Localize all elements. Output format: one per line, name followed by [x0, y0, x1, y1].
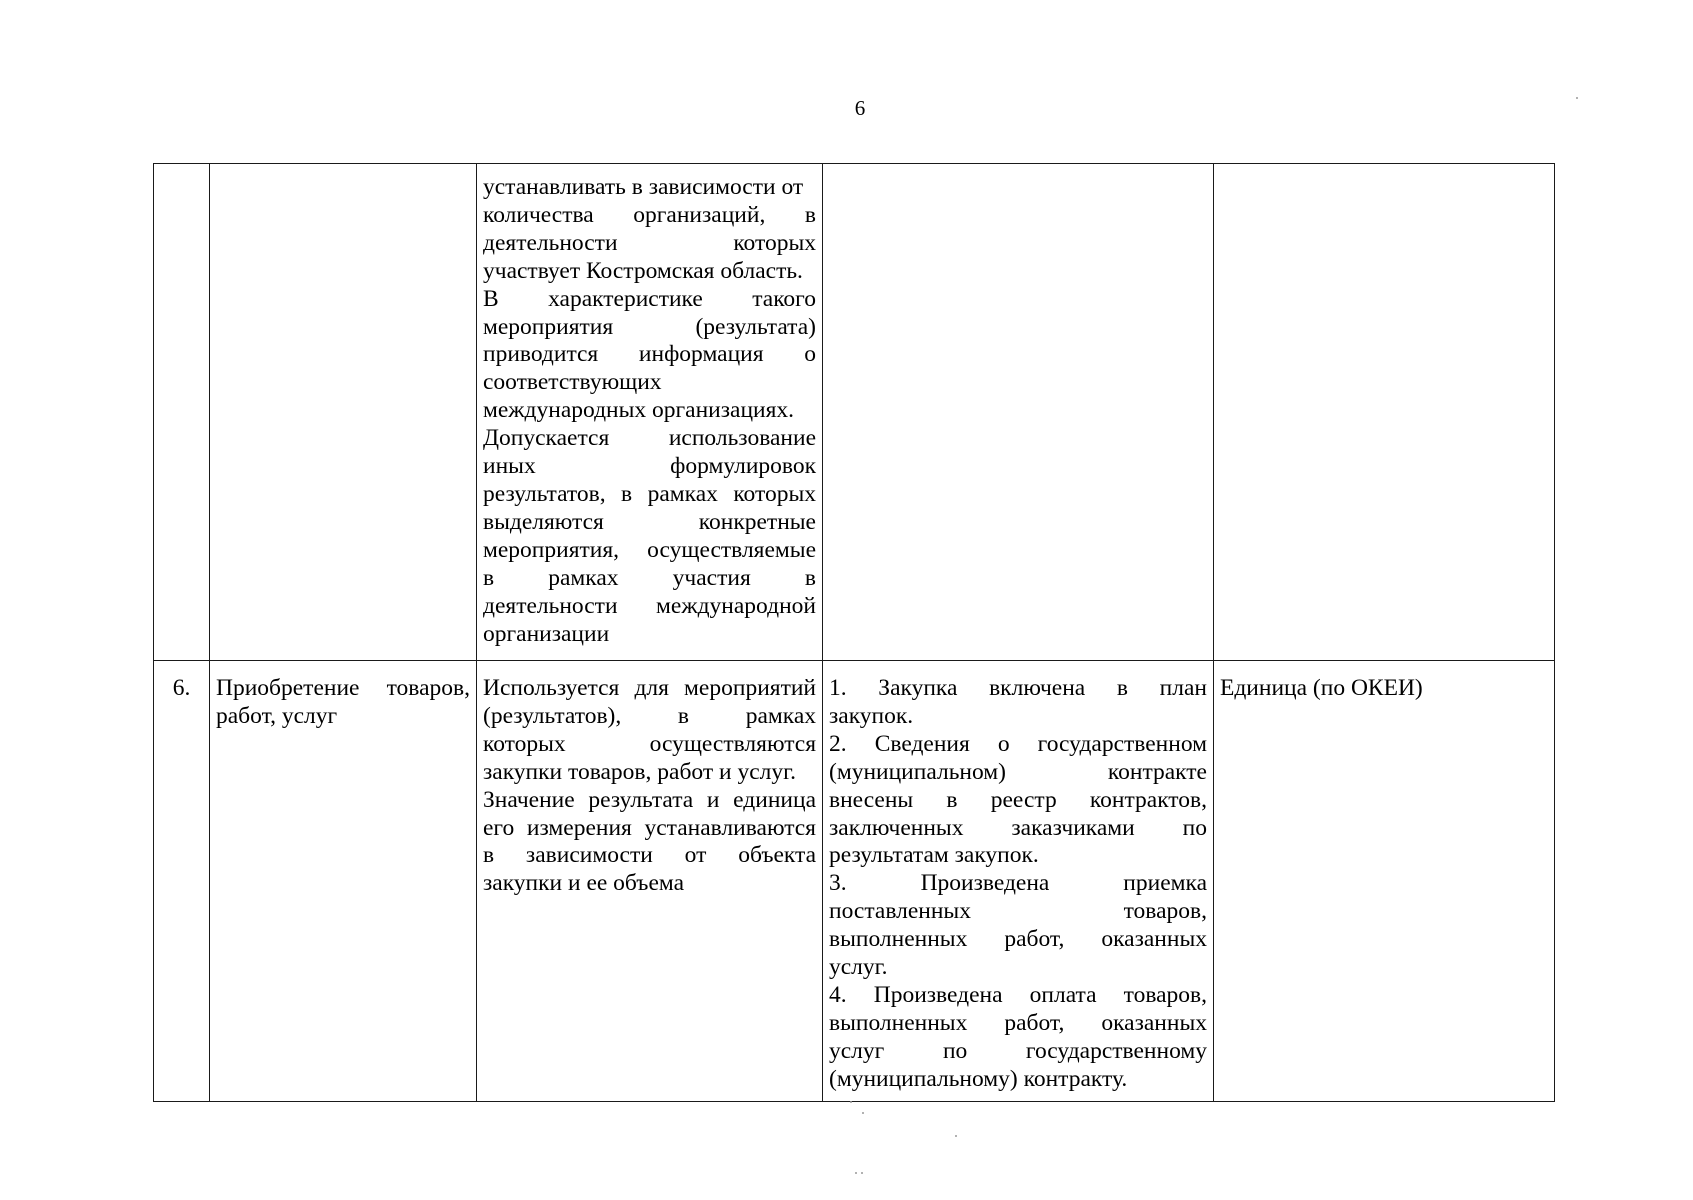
- table-row: [154, 661, 1555, 1102]
- criteria-line: 4. Произведена оплата товаров,: [829, 981, 1207, 1008]
- description-line: деятельности которых: [483, 229, 816, 256]
- result-type-cell: [210, 661, 477, 1102]
- criteria-cell: [823, 661, 1214, 1102]
- criteria-line: выполненных работ, оказанных: [829, 926, 1207, 953]
- scan-speck: [850, 1101, 852, 1103]
- criteria-line: услуг по государственному: [829, 1037, 1207, 1064]
- row-number-cell: [154, 164, 210, 661]
- criteria-line: услуг.: [829, 954, 888, 981]
- criteria-line: поставленных товаров,: [829, 898, 1207, 925]
- description-line: участвует Костромская область.: [483, 257, 803, 284]
- results-table: [153, 163, 1555, 1102]
- description-line: Используется для мероприятий: [483, 675, 816, 701]
- criteria-line: закупок.: [829, 702, 914, 729]
- criteria-line: 1. Закупка включена в план: [829, 675, 1207, 701]
- criteria-line: внесены в реестр контрактов,: [829, 786, 1207, 813]
- description-line: его измерения устанавливаются: [483, 814, 816, 841]
- criteria-line: (муниципальном) контракте: [829, 758, 1207, 785]
- criteria-line: выполненных работ, оказанных: [829, 1009, 1207, 1036]
- description-line: международных организациях.: [483, 397, 795, 424]
- description-line: приводится информация о: [483, 341, 816, 368]
- unit-cell: Единица (по ОКЕИ): [1214, 661, 1555, 1102]
- description-line: иных формулировок: [483, 453, 816, 480]
- description-line: которых осуществляются: [483, 730, 816, 757]
- criteria-line: заключенных заказчиками по: [829, 814, 1207, 841]
- description-line: в зависимости от объекта: [483, 842, 816, 869]
- criteria-line: 2. Сведения о государственном: [829, 730, 1207, 757]
- description-line: выделяются конкретные: [483, 508, 816, 535]
- description-line: закупки товаров, работ и услуг.: [483, 758, 796, 785]
- criteria-line: (муниципальному) контракту.: [829, 1065, 1128, 1092]
- description-line: количества организаций, в: [483, 201, 816, 228]
- table-row: [154, 164, 1555, 661]
- unit-cell: [1214, 164, 1555, 661]
- description-line: Допускается использование: [483, 425, 816, 452]
- scan-speck: [862, 1112, 864, 1114]
- description-line: результатов, в рамках которых: [483, 480, 816, 507]
- description-line: мероприятия (результата): [483, 313, 816, 340]
- description-line: закупки и ее объема: [483, 870, 685, 897]
- description-line: устанавливать в зависимости от: [483, 174, 804, 200]
- row-number-cell: 6.: [154, 661, 210, 1102]
- description-line: в рамках участия в: [483, 564, 816, 591]
- description-line: В характеристике такого: [483, 285, 816, 312]
- scan-speck: [861, 1172, 863, 1174]
- result-type-cell: [210, 164, 477, 661]
- description-line: организации: [483, 620, 610, 647]
- result-type-line: работ, услуг: [216, 702, 338, 729]
- description-line: мероприятия, осуществляемые: [483, 536, 816, 563]
- description-line: Значение результата и единица: [483, 786, 816, 813]
- scan-speck: [1576, 97, 1578, 99]
- result-type-line: Приобретение товаров,: [216, 675, 470, 701]
- description-line: (результатов), в рамках: [483, 702, 816, 729]
- scan-speck: [955, 1135, 957, 1137]
- page-number: 6: [854, 96, 866, 120]
- criteria-line: 3. Произведена приемка: [829, 870, 1207, 897]
- criteria-cell: [823, 164, 1214, 661]
- description-cell: [477, 164, 823, 661]
- description-line: деятельности международной: [483, 592, 816, 619]
- description-line: соответствующих: [483, 369, 662, 396]
- scan-speck: [855, 1172, 857, 1174]
- description-cell: [477, 661, 823, 1102]
- criteria-line: результатам закупок.: [829, 842, 1039, 869]
